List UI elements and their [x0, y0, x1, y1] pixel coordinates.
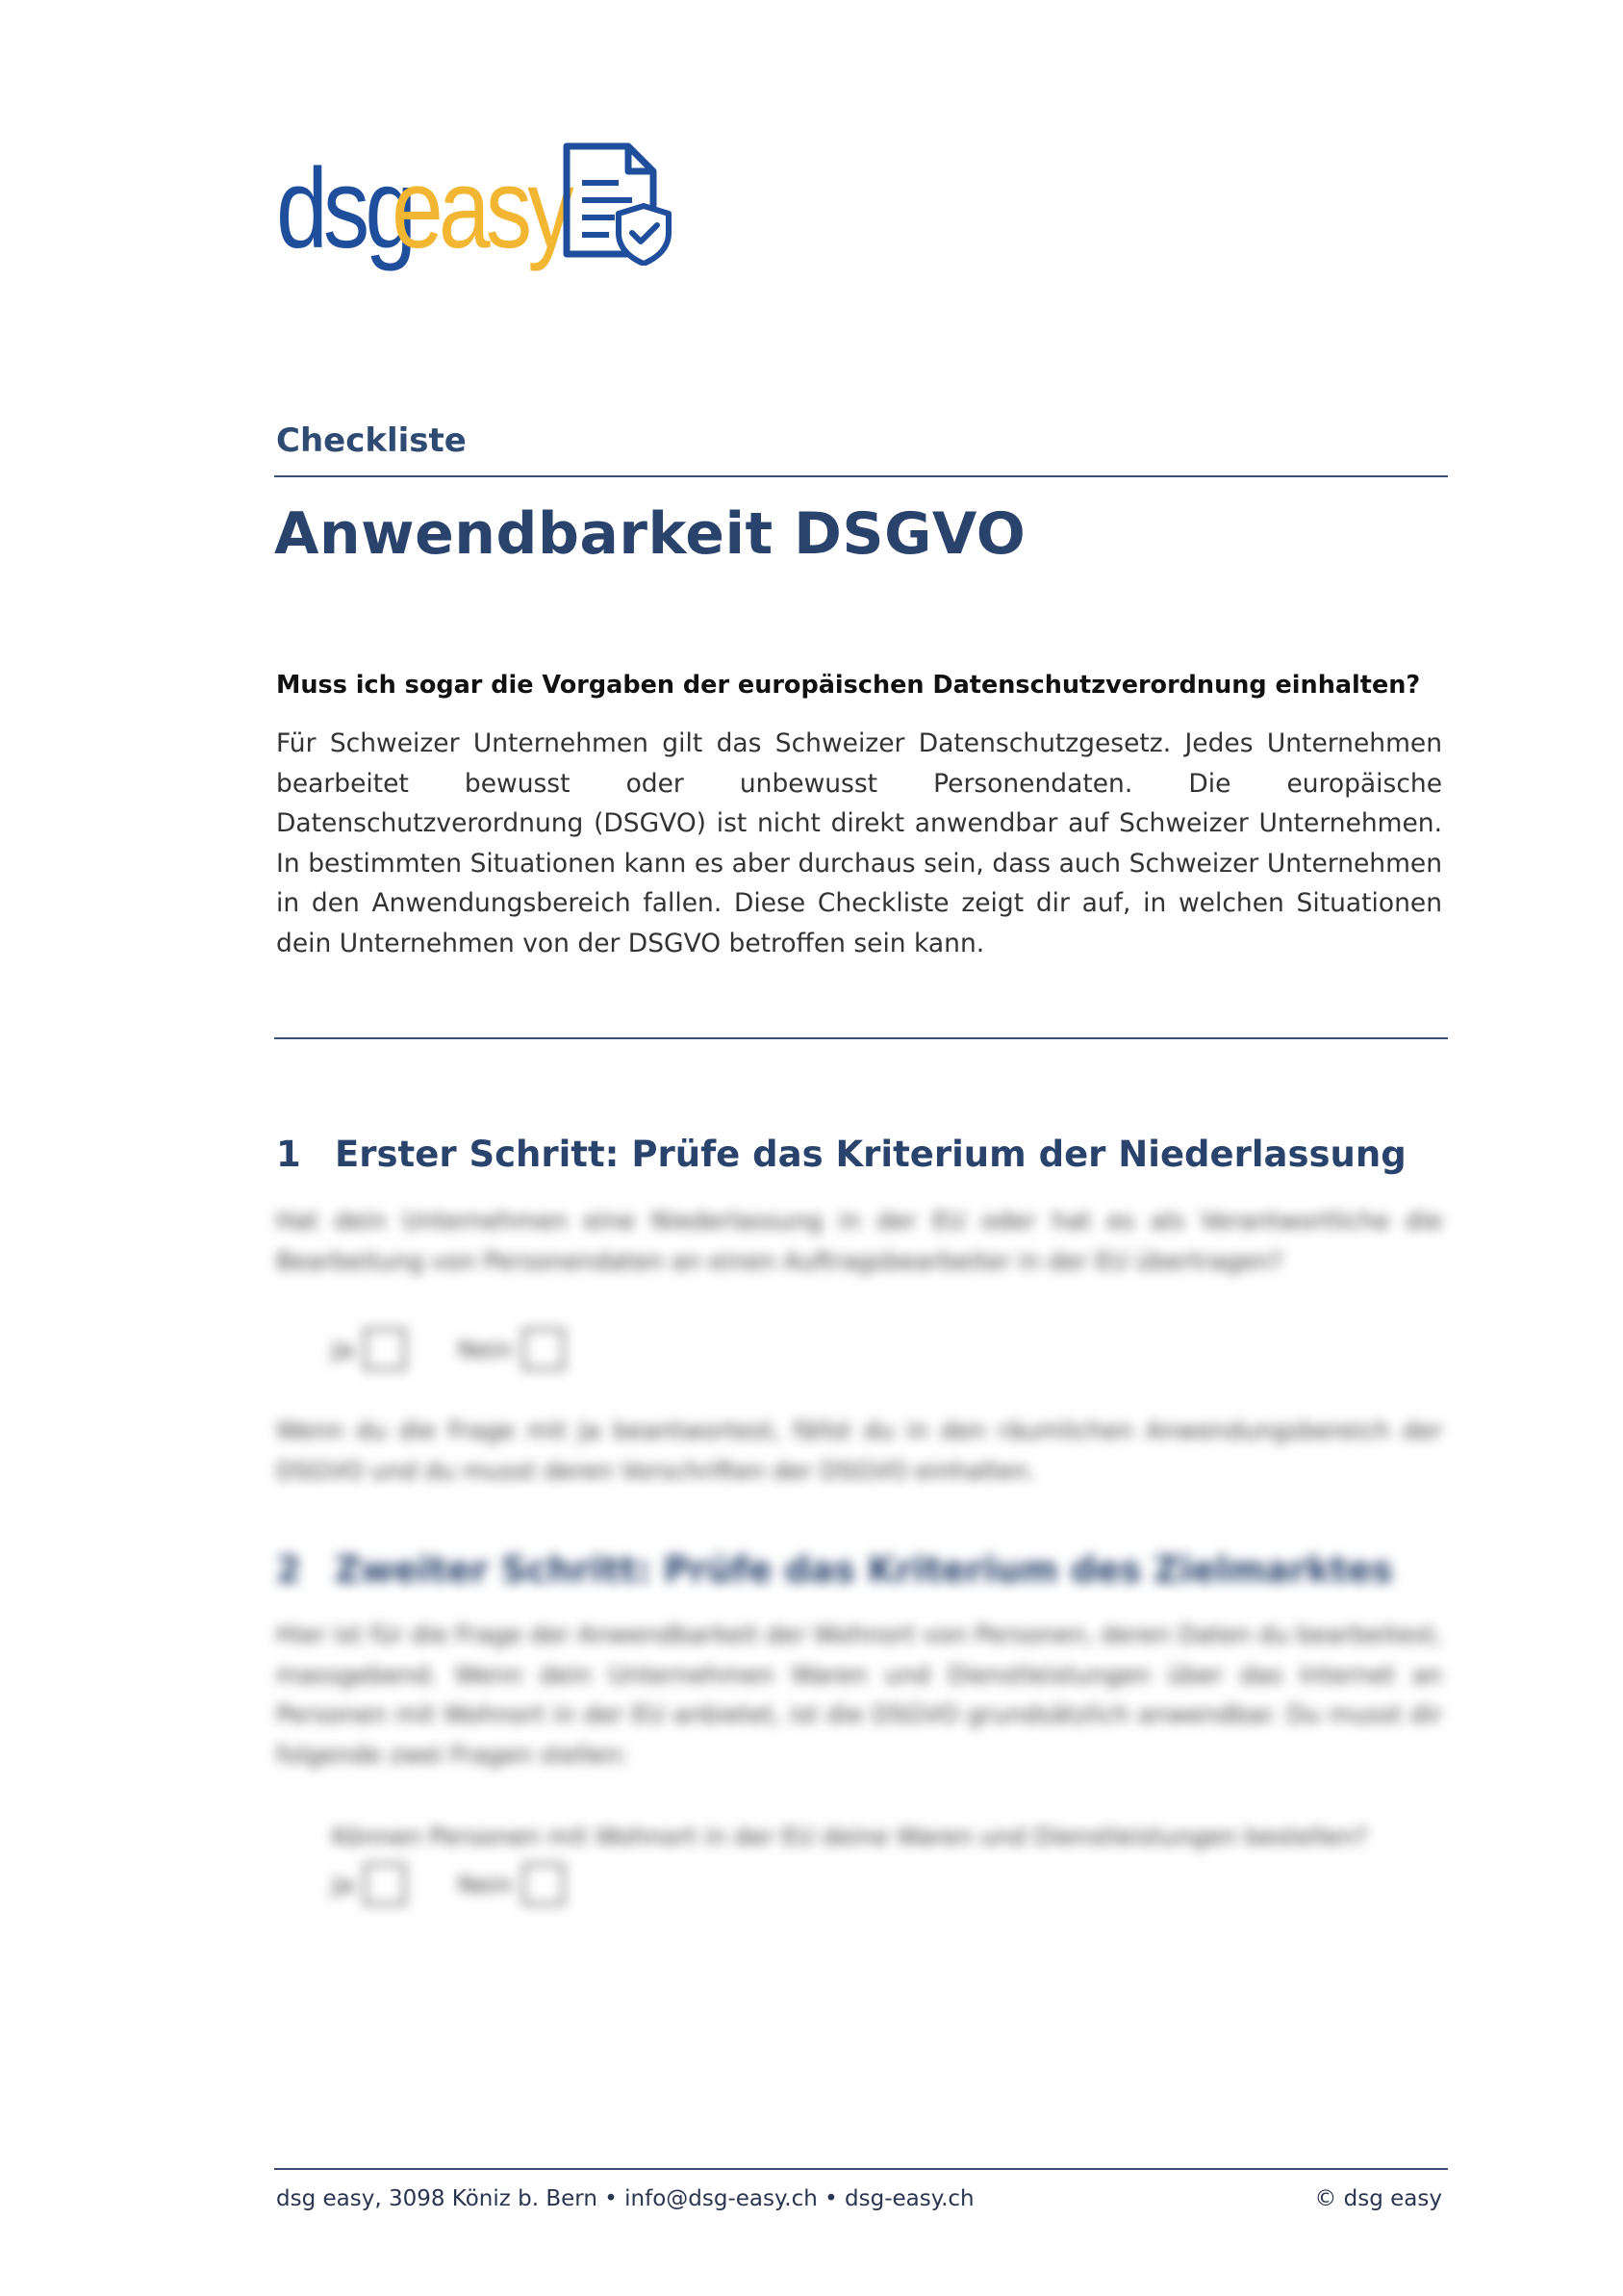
section-2-heading [276, 1549, 1393, 1591]
divider [274, 1037, 1448, 1039]
no-label: Nein [457, 1870, 513, 1899]
logo-text-dsg: dsg [276, 145, 413, 272]
document-kicker: Checkliste [276, 421, 467, 460]
section-2-paragraph: Hier ist für die Frage der Anwendbarkeit der Wohnort von Personen, deren Daten du bearbeitest, massgebend. Wenn dein Unternehmen Waren und Dienstleistungen über das Internet an Personen mit Wohnort in der EU anbietet, ist die DSGVO grundsätzlich anwendbar. Du musst dir folgende zwei Fragen stellen: [276, 1620, 1442, 1769]
section-1-question: Hat dein Unternehmen eine Niederlassung in der EU oder hat es als Verantwortliche die Bearbeitung von Personendaten an einen Auftragsbearbeiter in der EU übertragen? [276, 1207, 1442, 1275]
no-label: Nein [457, 1335, 513, 1364]
section-2-choices [332, 1863, 565, 1905]
section-2-question: Können Personen mit Wohnort in der EU deine Waren und Dienstleistungen bestellen? [332, 1823, 1368, 1850]
section-number: 1 [276, 1134, 301, 1175]
no-checkbox[interactable] [522, 1863, 565, 1905]
intro-paragraph: Für Schweizer Unternehmen gilt das Schweizer Datenschutzgesetz. Jedes Unternehmen bearbeitet bewusst oder unbewusst Personendaten. Die europäische Datenschutzverordnung (DSGVO) ist nicht direkt anwendbar auf Schweizer Unternehmen. In bestimmten Situationen kann es aber durchaus sein, dass auch Schweizer Unternehmen in den Anwendungsbereich fallen. Diese Checkliste zeigt dir auf, in welchen Situationen dein Unternehmen von der DSGVO betroffen sein kann. [276, 728, 1442, 958]
yes-label: Ja [332, 1335, 354, 1364]
intro-question: Muss ich sogar die Vorgaben der europäischen Datenschutzverordnung einhalten? [276, 671, 1421, 700]
section-1-choices [332, 1328, 565, 1370]
footer-contact: dsg easy, 3098 Köniz b. Bern • info@dsg-easy.ch • dsg-easy.ch [276, 2186, 975, 2211]
divider [274, 475, 1448, 477]
document-shield-icon [561, 140, 672, 266]
section-1-note: Wenn du die Frage mit Ja beantwortest, fällst du in den räumlichen Anwendungsbereich der DSGVO und du musst deren Vorschriften der DSGVO einhalten. [276, 1416, 1442, 1485]
section-number: 2 [276, 1549, 301, 1591]
logo-text-easy: easy [392, 145, 570, 272]
yes-checkbox[interactable] [364, 1328, 406, 1370]
logo [276, 140, 609, 272]
document-title: Anwendbarkeit DSGVO [274, 500, 1027, 568]
section-1-heading [276, 1134, 1407, 1175]
yes-checkbox[interactable] [364, 1863, 406, 1905]
yes-label: Ja [332, 1870, 354, 1899]
no-checkbox[interactable] [522, 1328, 565, 1370]
footer-divider [274, 2168, 1448, 2170]
footer-copyright: © dsg easy [1314, 2186, 1442, 2211]
section-title: Erster Schritt: Prüfe das Kriterium der Niederlassung [335, 1134, 1407, 1175]
section-title: Zweiter Schritt: Prüfe das Kriterium des Zielmarktes [335, 1549, 1393, 1591]
